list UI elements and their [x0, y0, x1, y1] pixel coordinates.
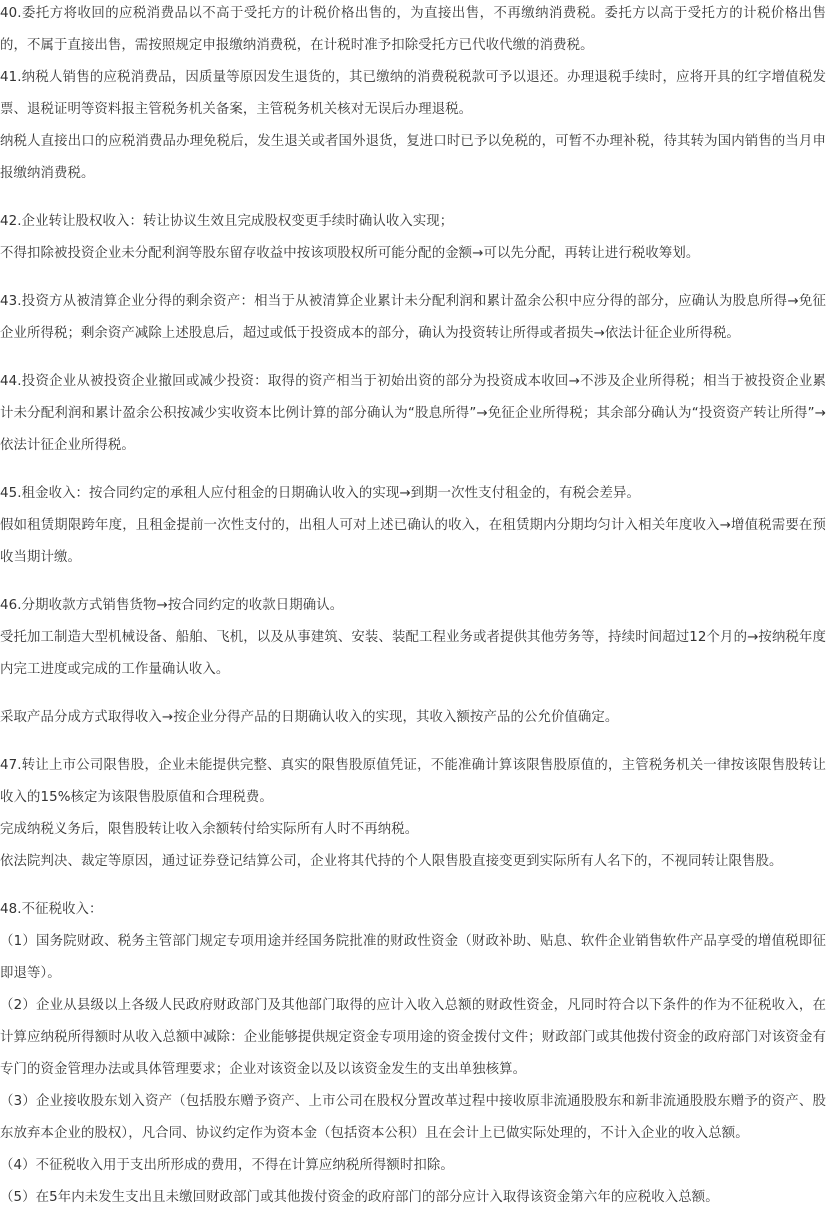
paragraph-gap: [0, 574, 826, 590]
paragraph-45: 45.租金收入：按合同约定的承租人应付租金的日期确认收入的实现→到期一次性支付租金的，有税会差异。: [0, 486, 640, 501]
paragraph-48-item-1: （1）国务院财政、税务主管部门规定专项用途并经国务院批准的财政性资金（财政补助、贴息、软件企业销售软件产品享受的增值税即征即退等）。: [0, 934, 826, 981]
paragraph-40: 40.委托方将收回的应税消费品以不高于受托方的计税价格出售的，为直接出售，不再缴纳消费税。委托方以高于受托方的计税价格出售的，不属于直接出售，需按照规定申报缴纳消费税，在计税时准予扣除受托方已代收代缴的消费税。: [0, 6, 826, 53]
paragraph-gap: [0, 462, 826, 478]
paragraph-gap: [0, 270, 826, 286]
paragraph-44: 44.投资企业从被投资企业撤回或减少投资：取得的资产相当于初始出资的部分为投资成本收回→不涉及企业所得税；相当于被投资企业累计未分配利润和累计盈余公积按减少实收资本比例计算的部分确认为“股息所得”→免征企业所得税；其余部分确认为“投资资产转让所得”→依法计征企业所得税。: [0, 374, 826, 453]
paragraph-41-export: 纳税人直接出口的应税消费品办理免税后，发生退关或者国外退货，复进口时已予以免税的，可暂不办理补税，待其转为国内销售的当月申报缴纳消费税。: [0, 134, 826, 181]
paragraph-48-item-2: （2）企业从县级以上各级人民政府财政部门及其他部门取得的应计入收入总额的财政性资金，凡同时符合以下条件的作为不征税收入，在计算应纳税所得额时从收入总额中减除：企业能够提供规定资金专项用途的资金拨付文件；财政部门或其他拨付资金的政府部门对该资金有专门的资金管理办法或具体管理要求；企业对该资金以及以该资金发生的支出单独核算。: [0, 998, 826, 1077]
paragraph-48-item-3: （3）企业接收股东划入资产（包括股东赠予资产、上市公司在股权分置改革过程中接收原非流通股股东和新非流通股股东赠予的资产、股东放弃本企业的股权），凡合同、协议约定作为资本金（包括资本公积）且在会计上已做实际处理的，不计入企业的收入总额。: [0, 1094, 826, 1141]
paragraph-gap: [0, 350, 826, 366]
paragraph-47-note-2: 依法院判决、裁定等原因，通过证券登记结算公司，企业将其代持的个人限售股直接变更到实际所有人名下的，不视同转让限售股。: [0, 854, 783, 869]
paragraph-gap: [0, 190, 826, 206]
paragraph-43: 43.投资方从被清算企业分得的剩余资产：相当于从被清算企业累计未分配利润和累计盈余公积中应分得的部分，应确认为股息所得→免征企业所得税；剩余资产减除上述股息后，超过或低于投资成本的部分，确认为投资转让所得或者损失→依法计征企业所得税。: [0, 294, 826, 341]
paragraph-46: 46.分期收款方式销售货物→按合同约定的收款日期确认。: [0, 598, 344, 613]
paragraph-48-item-5: （5）在5年内未发生支出且未缴回财政部门或其他拨付资金的政府部门的部分应计入取得该资金第六年的应税收入总额。: [0, 1190, 719, 1205]
paragraph-gap: [0, 686, 826, 702]
paragraph-48-heading: 48.不征税收入：: [0, 902, 103, 917]
paragraph-47-note-1: 完成纳税义务后，限售股转让收入余额转付给实际所有人时不再纳税。: [0, 822, 419, 837]
paragraph-45-note: 假如租赁期限跨年度，且租金提前一次性支付的，出租人可对上述已确认的收入，在租赁期内分期均匀计入相关年度收入→增值税需要在预收当期计缴。: [0, 518, 826, 565]
paragraph-48-item-4: （4）不征税收入用于支出所形成的费用，不得在计算应纳税所得额时扣除。: [0, 1158, 454, 1173]
paragraph-47: 47.转让上市公司限售股，企业未能提供完整、真实的限售股原值凭证，不能准确计算该限售股原值的，主管税务机关一律按该限售股转让收入的15%核定为该限售股原值和合理税费。: [0, 758, 826, 805]
paragraph-gap: [0, 734, 826, 750]
paragraph-42-note: 不得扣除被投资企业未分配利润等股东留存收益中按该项股权所可能分配的金额→可以先分配，再转让进行税收筹划。: [0, 246, 700, 261]
paragraph-42: 42.企业转让股权收入：转让协议生效且完成股权变更手续时确认收入实现；: [0, 214, 454, 229]
paragraph-gap: [0, 878, 826, 894]
paragraph-41: 41.纳税人销售的应税消费品，因质量等原因发生退货的，其已缴纳的消费税税款可予以退还。办理退税手续时，应将开具的红字增值税发票、退税证明等资料报主管税务机关备案，主管税务机关核对无误后办理退税。: [0, 70, 826, 117]
paragraph-46-note: 受托加工制造大型机械设备、船舶、飞机，以及从事建筑、安装、装配工程业务或者提供其他劳务等，持续时间超过12个月的→按纳税年度内完工进度或完成的工作量确认收入。: [0, 630, 826, 677]
paragraph-46-product-share: 采取产品分成方式取得收入→按企业分得产品的日期确认收入的实现，其收入额按产品的公允价值确定。: [0, 710, 619, 725]
